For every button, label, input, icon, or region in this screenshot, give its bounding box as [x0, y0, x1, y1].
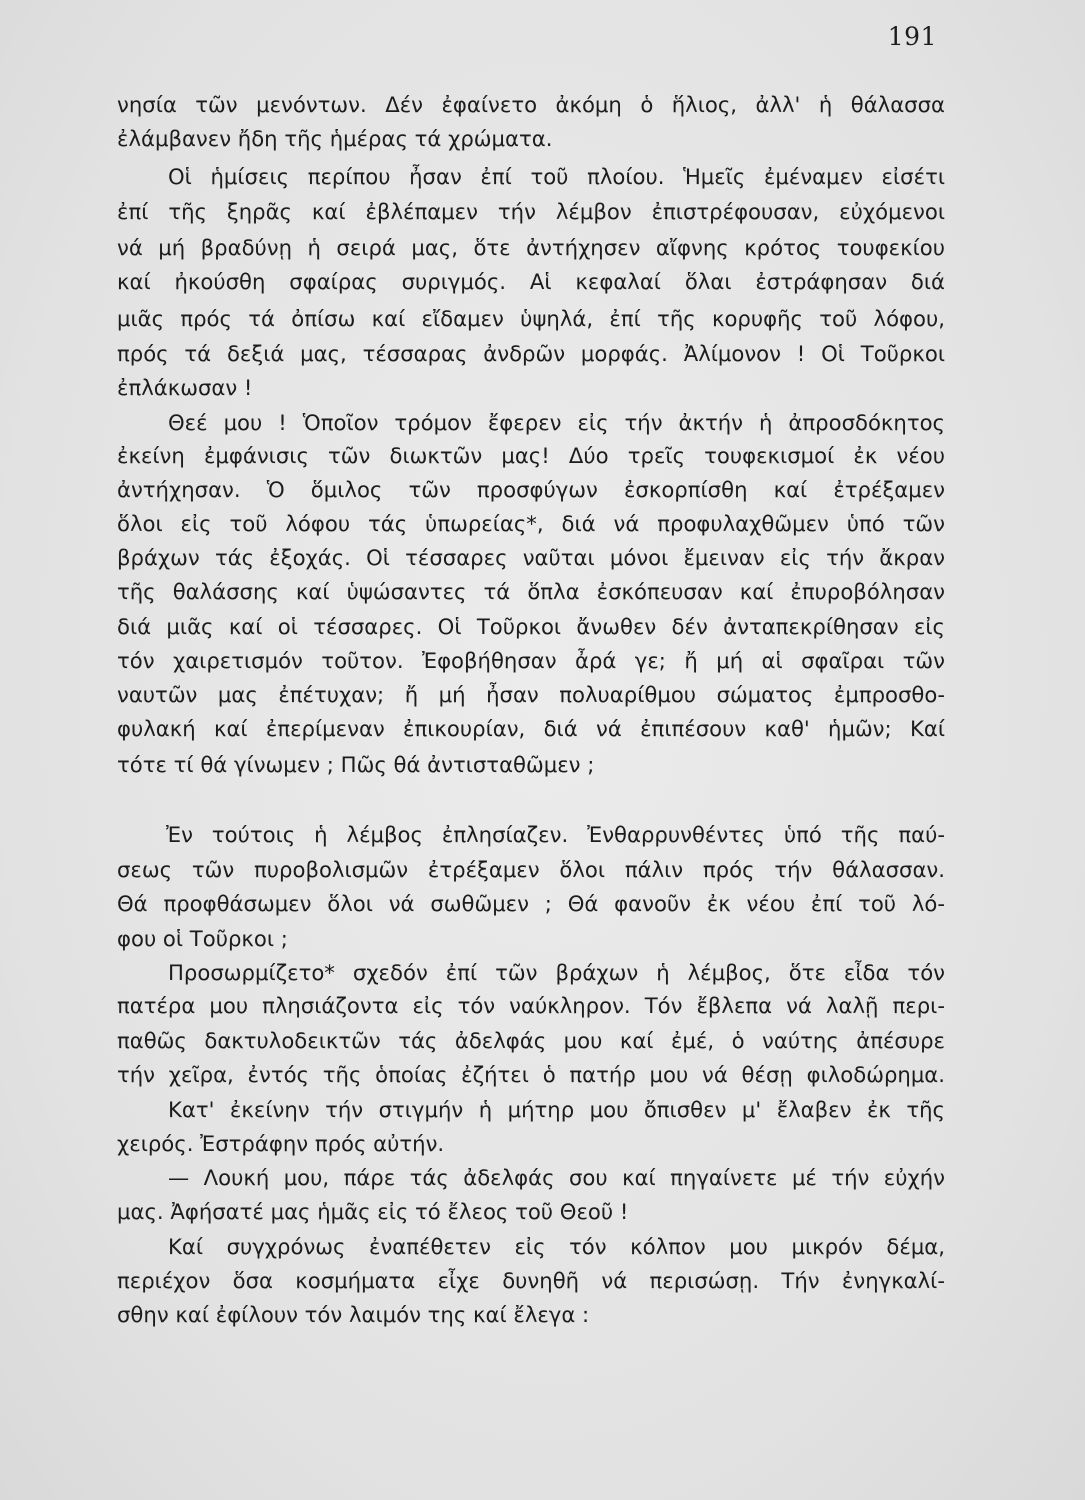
text-line: βράχων τάς ἐξοχάς. Οἱ τέσσαρες ναῦται μόνοι ἔμειναν εἰς τήν ἄκραν — [117, 545, 945, 570]
text-line: φυλακή καί ἐπερίμεναν ἐπικουρίαν, διά νά ἐπιπέσουν καθ' ἡμῶν; Καί — [117, 716, 945, 741]
text-line: Κατ' ἐκείνην τήν στιγμήν ἡ μήτηρ μου ὄπισθεν μ' ἔλαβεν ἐκ τῆς — [168, 1097, 945, 1122]
text-line: Προσωρμίζετο* σχεδόν ἐπί τῶν βράχων ἡ λέμβος, ὅτε εἶδα τόν — [168, 960, 945, 985]
text-line: νησία τῶν μενόντων. Δέν ἐφαίνετο ἀκόμη ὁ ἥλιος, ἀλλ' ἡ θάλασσα — [117, 92, 945, 117]
text-line: πρός τά δεξιά μας, τέσσαρας ἀνδρῶν μορφάς. Ἀλίμονον ! Οἱ Τοῦρκοι — [117, 341, 945, 366]
text-line: ἀντήχησαν. Ὁ ὅμιλος τῶν προσφύγων ἐσκορπίσθη καί ἐτρέξαμεν — [117, 477, 945, 502]
text-line: χειρός. Ἐστράφην πρός αὐτήν. — [117, 1131, 445, 1156]
text-line: μας. Ἀφήσατέ μας ἡμᾶς εἰς τό ἔλεος τοῦ Θεοῦ ! — [117, 1199, 629, 1224]
text-line: Ἐν τούτοις ἡ λέμβος ἐπλησίαζεν. Ἐνθαρρυνθέντες ὑπό τῆς παύ- — [166, 822, 945, 847]
text-line: ἐπλάκωσαν ! — [117, 375, 253, 400]
text-line: φου οἱ Τοῦρκοι ; — [117, 926, 288, 951]
text-line: — Λουκή μου, πάρε τάς ἀδελφάς σου καί πηγαίνετε μέ τήν εὐχήν — [168, 1165, 945, 1190]
text-line: μιᾶς πρός τά ὀπίσω καί εἴδαμεν ὑψηλά, ἐπί τῆς κορυφῆς τοῦ λόφου, — [117, 306, 945, 331]
text-line: τότε τί θά γίνωμεν ; Πῶς θά ἀντισταθῶμεν ; — [117, 752, 595, 777]
text-line: ὅλοι εἰς τοῦ λόφου τάς ὑπωρείας*, διά νά προφυλαχθῶμεν ὑπό τῶν — [117, 511, 945, 536]
text-line: τήν χεῖρα, ἐντός τῆς ὁποίας ἐζήτει ὁ πατήρ μου νά θέσῃ φιλοδώρημα. — [117, 1062, 945, 1087]
text-line: ἐπί τῆς ξηρᾶς καί ἐβλέπαμεν τήν λέμβον ἐπιστρέφουσαν, εὐχόμενοι — [117, 199, 945, 224]
text-line: σεως τῶν πυροβολισμῶν ἐτρέξαμεν ὅλοι πάλιν πρός τήν θάλασσαν. — [117, 857, 945, 882]
text-line: τόν χαιρετισμόν τοῦτον. Ἐφοβήθησαν ἆρά γε; ἤ μή αἱ σφαῖραι τῶν — [117, 648, 945, 673]
text-line: καί ἠκούσθη σφαίρας συριγμός. Αἱ κεφαλαί ὅλαι ἐστράφησαν διά — [117, 269, 945, 294]
text-line: Καί συγχρόνως ἐναπέθετεν εἰς τόν κόλπον μου μικρόν δέμα, — [168, 1234, 945, 1259]
text-line: παθῶς δακτυλοδεικτῶν τάς ἀδελφάς μου καί ἐμέ, ὁ ναύτης ἀπέσυρε — [117, 1028, 945, 1053]
text-line: Θά προφθάσωμεν ὅλοι νά σωθῶμεν ; Θά φανοῦν ἐκ νέου ἐπί τοῦ λό- — [117, 891, 945, 916]
text-line: νά μή βραδύνῃ ἡ σειρά μας, ὅτε ἀντήχησεν αἴφνης κρότος τουφεκίου — [117, 235, 945, 260]
text-line: ἐλάμβανεν ἤδη τῆς ἡμέρας τά χρώματα. — [117, 126, 553, 151]
text-line: Θεέ μου ! Ὁποῖον τρόμον ἔφερεν εἰς τήν ἀκτήν ἡ ἀπροσδόκητος — [168, 410, 945, 435]
text-line: ναυτῶν μας ἐπέτυχαν; ἤ μή ἦσαν πολυαρίθμου σώματος ἐμπροσθο- — [117, 682, 945, 707]
page-number: 191 — [887, 22, 937, 51]
text-line: περιέχον ὅσα κοσμήματα εἶχε δυνηθῆ νά περισώσῃ. Τήν ἐνηγκαλί- — [117, 1268, 945, 1293]
text-line: σθην καί ἐφίλουν τόν λαιμόν της καί ἔλεγα : — [117, 1302, 590, 1327]
text-line: ἐκείνη ἐμφάνισις τῶν διωκτῶν μας! Δύο τρεῖς τουφεκισμοί ἐκ νέου — [117, 443, 945, 468]
text-line: τῆς θαλάσσης καί ὑψώσαντες τά ὅπλα ἐσκόπευσαν καί ἐπυροβόλησαν — [117, 579, 945, 604]
text-line: διά μιᾶς καί οἱ τέσσαρες. Οἱ Τοῦρκοι ἄνωθεν δέν ἀνταπεκρίθησαν εἰς — [117, 614, 945, 639]
text-line: Οἱ ἡμίσεις περίπου ἦσαν ἐπί τοῦ πλοίου. Ἡμεῖς ἐμέναμεν εἰσέτι — [168, 164, 945, 189]
text-line: πατέρα μου πλησιάζοντα εἰς τόν ναύκληρον. Τόν ἔβλεπα νά λαλῇ περι- — [117, 993, 945, 1018]
